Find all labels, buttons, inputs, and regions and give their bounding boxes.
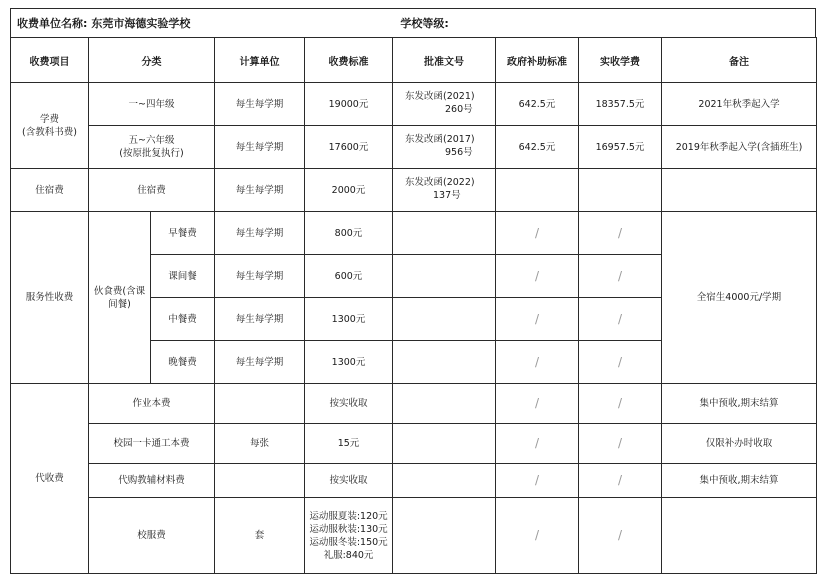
unit-label: 收费单位名称: xyxy=(17,17,88,30)
category-cell: 校服费 xyxy=(89,498,215,574)
approval-line: 东发改函(2021) xyxy=(405,91,475,102)
unit-cell: 每生每学期 xyxy=(215,126,305,169)
unit-cell: 每生每学期 xyxy=(215,341,305,384)
note-cell: 2019年秋季起入学(含插班生) xyxy=(662,126,817,169)
category-cell: 住宿费 xyxy=(89,169,215,212)
standard-cell: 600元 xyxy=(305,255,393,298)
slash-mark: / xyxy=(579,341,662,384)
tuition-item-label: 学费 xyxy=(39,113,59,125)
col-standard: 收费标准 xyxy=(305,38,393,83)
subsidy-cell: 642.5元 xyxy=(496,126,579,169)
note-cell: 仅限补办时收取 xyxy=(662,424,817,464)
unit-cell xyxy=(215,464,305,498)
accommodation-item: 住宿费 xyxy=(11,169,89,212)
col-subsidy: 政府补助标准 xyxy=(496,38,579,83)
category-cell: 一~四年级 xyxy=(89,83,215,126)
slash-mark: / xyxy=(579,212,662,255)
table-row xyxy=(11,212,817,255)
standard-cell: 15元 xyxy=(305,424,393,464)
sheet-header xyxy=(10,8,816,37)
note-cell: 2021年秋季起入学 xyxy=(662,83,817,126)
unit-cell: 每生每学期 xyxy=(215,212,305,255)
agency-item: 代收费 xyxy=(11,384,89,574)
approval-line: 东发改函(2017) xyxy=(405,134,475,145)
approval-cell xyxy=(393,298,496,341)
slash-mark: / xyxy=(496,298,579,341)
approval-cell xyxy=(393,255,496,298)
unit-cell: 每生每学期 xyxy=(215,83,305,126)
approval-cell xyxy=(393,424,496,464)
note-cell xyxy=(662,498,817,574)
category-label: 五~六年级 xyxy=(128,135,175,146)
slash-mark: / xyxy=(579,464,662,498)
standard-cell: 1300元 xyxy=(305,298,393,341)
meal-cell: 早餐费 xyxy=(151,212,215,255)
approval-cell xyxy=(393,498,496,574)
approval-number: 260号 xyxy=(445,104,473,115)
category-cell xyxy=(89,126,215,169)
col-category: 分类 xyxy=(89,38,215,83)
note-cell: 集中预收,期末结算 xyxy=(662,464,817,498)
slash-mark: / xyxy=(496,384,579,424)
approval-cell xyxy=(393,384,496,424)
standard-cell: 按实收取 xyxy=(305,384,393,424)
standard-cell: 17600元 xyxy=(305,126,393,169)
standard-cell: 19000元 xyxy=(305,83,393,126)
subsidy-cell: 642.5元 xyxy=(496,83,579,126)
col-actual: 实收学费 xyxy=(579,38,662,83)
uniform-standard xyxy=(305,498,393,574)
tuition-item-note: (含教科书费) xyxy=(22,126,77,138)
unit-cell: 每张 xyxy=(215,424,305,464)
service-item: 服务性收费 xyxy=(11,212,89,384)
uniform-line: 礼服:840元 xyxy=(323,549,374,561)
meal-cell: 晚餐费 xyxy=(151,341,215,384)
approval-cell xyxy=(393,83,496,126)
slash-mark: / xyxy=(496,255,579,298)
uniform-line: 运动服夏装:120元 xyxy=(309,510,388,522)
note-cell: 集中预收,期末结算 xyxy=(662,384,817,424)
uniform-line: 运动服冬装:150元 xyxy=(309,536,388,548)
category-cell: 代购教辅材料费 xyxy=(89,464,215,498)
standard-cell: 1300元 xyxy=(305,341,393,384)
table-row xyxy=(11,169,817,212)
note-cell xyxy=(662,169,817,212)
approval-number: 137号 xyxy=(433,190,461,201)
col-note: 备注 xyxy=(662,38,817,83)
slash-mark: / xyxy=(496,341,579,384)
approval-cell xyxy=(393,341,496,384)
subsidy-cell xyxy=(496,169,579,212)
unit-cell: 每生每学期 xyxy=(215,255,305,298)
approval-number: 956号 xyxy=(445,147,473,158)
approval-cell xyxy=(393,464,496,498)
slash-mark: / xyxy=(579,384,662,424)
standard-cell: 2000元 xyxy=(305,169,393,212)
table-row xyxy=(11,384,817,424)
slash-mark: / xyxy=(579,498,662,574)
unit-value: 东莞市海德实验学校 xyxy=(91,17,191,30)
tuition-item xyxy=(11,83,89,169)
header-row xyxy=(11,38,817,83)
actual-cell: 16957.5元 xyxy=(579,126,662,169)
level-label: 学校等级: xyxy=(400,17,449,30)
slash-mark: / xyxy=(496,464,579,498)
category-cell: 校园一卡通工本费 xyxy=(89,424,215,464)
standard-cell: 800元 xyxy=(305,212,393,255)
service-note: 全宿生4000元/学期 xyxy=(662,212,817,384)
uniform-line: 运动服秋装:130元 xyxy=(309,523,388,535)
col-approval: 批准文号 xyxy=(393,38,496,83)
approval-line: 东发改函(2022) xyxy=(405,177,475,188)
category-cell: 作业本费 xyxy=(89,384,215,424)
table-row xyxy=(11,126,817,169)
meal-cell: 课间餐 xyxy=(151,255,215,298)
approval-cell xyxy=(393,126,496,169)
meal-cell: 中餐费 xyxy=(151,298,215,341)
unit-cell: 每生每学期 xyxy=(215,169,305,212)
unit-cell xyxy=(215,384,305,424)
table-row xyxy=(11,464,817,498)
table-row xyxy=(11,424,817,464)
approval-cell xyxy=(393,212,496,255)
unit-cell: 套 xyxy=(215,498,305,574)
fee-table xyxy=(10,37,817,574)
actual-cell xyxy=(579,169,662,212)
fee-sheet xyxy=(10,8,816,578)
table-row xyxy=(11,498,817,574)
slash-mark: / xyxy=(579,424,662,464)
unit-cell: 每生每学期 xyxy=(215,298,305,341)
category-note: (按原批复执行) xyxy=(119,148,184,159)
approval-cell xyxy=(393,169,496,212)
slash-mark: / xyxy=(579,298,662,341)
slash-mark: / xyxy=(496,212,579,255)
slash-mark: / xyxy=(496,424,579,464)
table-row xyxy=(11,83,817,126)
slash-mark: / xyxy=(579,255,662,298)
slash-mark: / xyxy=(496,498,579,574)
service-group: 伙食费(含课间餐) xyxy=(89,212,151,384)
actual-cell: 18357.5元 xyxy=(579,83,662,126)
col-unit: 计算单位 xyxy=(215,38,305,83)
col-item: 收费项目 xyxy=(11,38,89,83)
standard-cell: 按实收取 xyxy=(305,464,393,498)
